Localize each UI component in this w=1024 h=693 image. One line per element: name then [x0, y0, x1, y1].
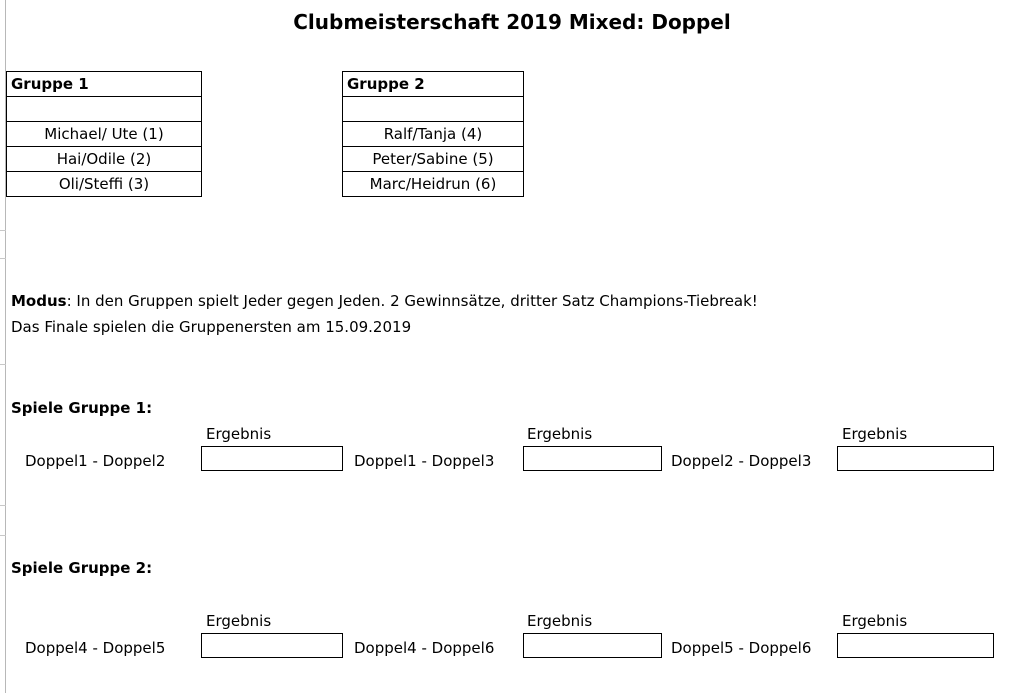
group-2-team-2[interactable]: Peter/Sabine (5): [343, 147, 524, 172]
group-2-header[interactable]: Gruppe 2: [343, 72, 524, 97]
group-1-table: [6, 71, 202, 197]
modus-line-2[interactable]: Das Finale spielen die Gruppenersten am 15.09.2019: [11, 318, 412, 336]
match-label: Doppel1 - Doppel3: [354, 452, 495, 470]
match-label: Doppel4 - Doppel6: [354, 639, 495, 657]
sheet-title: Clubmeisterschaft 2019 Mixed: Doppel: [293, 10, 731, 34]
result-label: Ergebnis: [527, 425, 593, 443]
result-input[interactable]: [201, 446, 343, 471]
group-1-team-3[interactable]: Oli/Steffi (3): [7, 172, 202, 197]
result-label: Ergebnis: [842, 425, 908, 443]
modus-line-1[interactable]: [11, 288, 758, 314]
group-2-table: [342, 71, 524, 197]
result-label: Ergebnis: [206, 425, 272, 443]
result-label: Ergebnis: [206, 612, 272, 630]
group-1-header[interactable]: Gruppe 1: [7, 72, 202, 97]
group-2-empty-cell[interactable]: [343, 97, 524, 122]
result-input[interactable]: [201, 633, 343, 658]
group-1-team-1[interactable]: Michael/ Ute (1): [7, 122, 202, 147]
result-label: Ergebnis: [527, 612, 593, 630]
result-label: Ergebnis: [842, 612, 908, 630]
modus-label: Modus: [11, 292, 67, 310]
result-input[interactable]: [837, 446, 994, 471]
schedule-group-1-heading[interactable]: Spiele Gruppe 1:: [11, 399, 153, 417]
match-label: Doppel1 - Doppel2: [25, 452, 166, 470]
row-gridline: [0, 535, 6, 536]
modus-text-block: [11, 288, 758, 340]
match-label: Doppel5 - Doppel6: [671, 639, 812, 657]
row-gridline: [0, 364, 6, 365]
modus-description: : In den Gruppen spielt Jeder gegen Jeden. 2 Gewinnsätze, dritter Satz Champions-Tiebreak!: [66, 292, 758, 310]
row-gridline: [0, 505, 6, 506]
match-label: Doppel4 - Doppel5: [25, 639, 166, 657]
row-gridline: [0, 230, 6, 231]
match-label: Doppel2 - Doppel3: [671, 452, 812, 470]
row-gridline: [0, 258, 6, 259]
schedule-group-2-heading[interactable]: Spiele Gruppe 2:: [11, 559, 153, 577]
result-input[interactable]: [837, 633, 994, 658]
group-1-team-2[interactable]: Hai/Odile (2): [7, 147, 202, 172]
group-1-empty-cell[interactable]: [7, 97, 202, 122]
group-2-team-1[interactable]: Ralf/Tanja (4): [343, 122, 524, 147]
result-input[interactable]: [523, 446, 662, 471]
group-2-team-3[interactable]: Marc/Heidrun (6): [343, 172, 524, 197]
result-input[interactable]: [523, 633, 662, 658]
